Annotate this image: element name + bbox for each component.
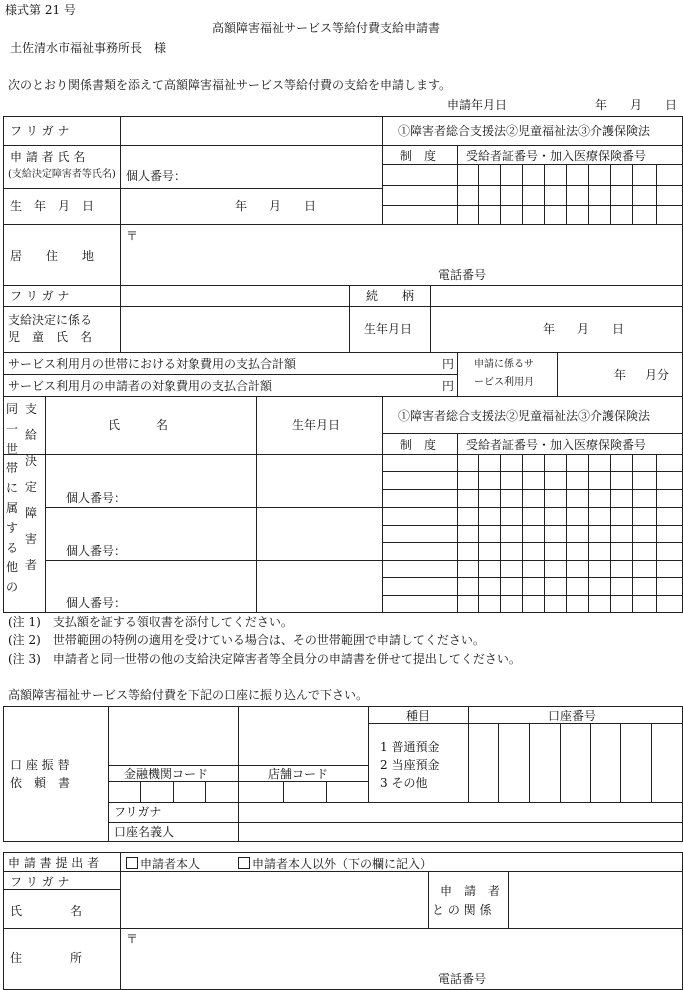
household-side-char: 給 (25, 428, 38, 442)
date-unit-year: 年 (595, 98, 608, 112)
applicant-phone-label: 電話番号 (438, 268, 487, 282)
household-side-char: 同 (6, 402, 19, 416)
account-type-label: 種目 (406, 709, 431, 723)
submitter-phone-label: 電話番号 (438, 972, 487, 986)
account-holder-label: 口座名義人 (114, 825, 175, 839)
applicant-furigana-label: フ リ ガ ナ (10, 124, 70, 138)
account-type-1[interactable]: 1 普通預金 (380, 740, 440, 754)
submitter-label: 申 請 書 提 出 者 (8, 856, 100, 870)
household-side-char: に (6, 481, 19, 496)
usage-month-month: 月分 (645, 368, 670, 382)
household-side-char: 者 (25, 558, 38, 572)
household-side-char: 定 (25, 480, 38, 494)
account-type-2[interactable]: 2 当座預金 (380, 758, 440, 772)
applicant-furigana-field[interactable] (122, 118, 380, 144)
bank-intro: 高額障害福祉サービス等給付費を下記の口座に振り込んで下さい。 (8, 688, 369, 702)
bank-furigana-label: フリガナ (114, 805, 162, 819)
household-side-char: 支 (25, 402, 38, 416)
note-2: (注 2) 世帯範囲の特例の適用を受けている場合は、その世帯範囲で申請してください。 (8, 633, 485, 647)
submitter-address-label: 住 所 (10, 951, 83, 965)
applicant-total-label: サービス利用月の申請者の対象費用の支払合計額 (8, 379, 273, 393)
branch-code-label: 店舗コード (268, 767, 329, 781)
applicant-my-number-label: 個人番号： (126, 169, 187, 183)
date-label: 申請年月日 (447, 98, 508, 112)
checkbox-other[interactable] (238, 857, 250, 869)
submitter-option-other[interactable] (238, 857, 432, 870)
child-birth-month: 月 (577, 322, 590, 336)
member-2-my-number: 個人番号： (66, 544, 127, 558)
applicant-address-field[interactable] (122, 226, 682, 284)
member-3-my-number: 個人番号： (66, 596, 127, 610)
account-type-3[interactable]: 3 その他 (380, 776, 428, 790)
account-holder-furigana-field[interactable] (240, 804, 681, 821)
household-system-label: 制 度 (400, 438, 437, 452)
intro-text: 次のとおり関係書類を添えて高額障害福祉サービス等給付費の支給を申請します。 (8, 78, 452, 92)
household-side-char: 害 (25, 532, 38, 546)
member-1-my-number: 個人番号： (66, 491, 127, 505)
child-birth-year: 年 (543, 322, 556, 336)
recipient: 土佐清水市福祉事務所長 様 (10, 41, 167, 55)
bank-code-label: 金融機関コード (124, 767, 209, 781)
household-total-yen: 円 (442, 357, 455, 371)
household-side-char: 一 (6, 421, 19, 436)
account-number-label: 口座番号 (548, 709, 597, 723)
household-name-header: 氏 名 (108, 418, 169, 432)
submitter-relation-field[interactable] (510, 873, 681, 927)
applicant-name-sublabel: (支給決定障害者等氏名) (8, 169, 116, 180)
applicant-postal-mark: 〒 (126, 229, 139, 243)
note-1: (注 1) 支払額を証する領収書を添付してください。 (8, 615, 293, 629)
child-name-label-2: 児 童 氏 名 (8, 330, 93, 344)
applicant-system-label: 制 度 (400, 149, 437, 163)
applicant-address-label: 居 住 地 (10, 249, 95, 263)
submitter-name-field[interactable] (122, 873, 427, 927)
household-side-char: 決 (25, 454, 38, 468)
household-side-char: 属 (6, 501, 19, 515)
household-law-header: ①障害者総合支援法②児童福祉法③介護保険法 (398, 409, 651, 423)
usage-month-year: 年 (614, 368, 627, 382)
household-side-char: 他 (6, 560, 19, 575)
household-birth-header: 生年月日 (292, 418, 341, 432)
child-birth-label: 生年月日 (364, 322, 413, 336)
submitter-postal-mark: 〒 (126, 932, 139, 946)
household-total-label: サービス利用月の世帯における対象費用の支払合計額 (8, 357, 297, 371)
applicant-name-field[interactable] (122, 147, 380, 187)
household-side-char: る (6, 540, 19, 555)
child-name-field[interactable] (122, 308, 348, 351)
submitter-option-self[interactable] (126, 857, 200, 870)
date-unit-day: 日 (665, 98, 678, 112)
household-cert-label: 受給者証番号・加入医療保険番号 (466, 438, 647, 452)
applicant-birth-day: 日 (304, 199, 317, 213)
form-title: 高額障害福祉サービス等給付費支給申請書 (212, 21, 441, 35)
household-side-char: す (6, 520, 19, 535)
form-number: 様式第 21 号 (5, 3, 76, 17)
usage-month-label-2: ービス利用月 (474, 377, 534, 388)
note-3: (注 3) 申請者と同一世帯の他の支給決定障害者等全員分の申請書を併せて提出してください。 (8, 652, 521, 666)
submitter-option-self-text: 申請者本人 (140, 857, 201, 871)
account-holder-field[interactable] (240, 824, 681, 841)
applicant-birth-year: 年 (235, 199, 248, 213)
child-relation-label: 続 柄 (366, 289, 415, 303)
submitter-relation-label-1: 申 請 者 (440, 884, 501, 898)
submitter-relation-label-2: と の 関 係 (432, 903, 492, 917)
applicant-total-yen: 円 (442, 379, 455, 393)
transfer-label-1: 口 座 振 替 (10, 758, 70, 772)
applicant-birth-label: 生 年 月 日 (10, 199, 95, 213)
child-furigana-label: フ リ ガ ナ (10, 289, 70, 303)
submitter-address-field[interactable] (122, 930, 681, 988)
applicant-law-header: ①障害者総合支援法②児童福祉法③介護保険法 (398, 124, 651, 138)
usage-month-label-1: 申請に係るサ (474, 359, 534, 370)
applicant-name-label: 申 請 者 氏 名 (10, 150, 86, 164)
child-name-label-1: 支給決定に係る (8, 313, 93, 327)
household-side-char: の (6, 580, 19, 595)
household-side-char: 世 (6, 441, 19, 456)
submitter-name-label: 氏 名 (10, 904, 83, 918)
transfer-label-2: 依 頼 書 (10, 776, 71, 790)
applicant-birth-month: 月 (269, 199, 282, 213)
applicant-cert-label: 受給者証番号・加入医療保険番号 (466, 149, 647, 163)
household-side-char: 帯 (6, 461, 19, 476)
child-birth-day: 日 (612, 322, 625, 336)
submitter-option-other-text: 申請者本人以外（下の欄に記入） (252, 857, 433, 871)
checkbox-self[interactable] (126, 857, 138, 869)
household-side-char: 障 (25, 506, 38, 520)
date-unit-month: 月 (630, 98, 643, 112)
submitter-furigana-label: フ リ ガ ナ (10, 875, 70, 889)
